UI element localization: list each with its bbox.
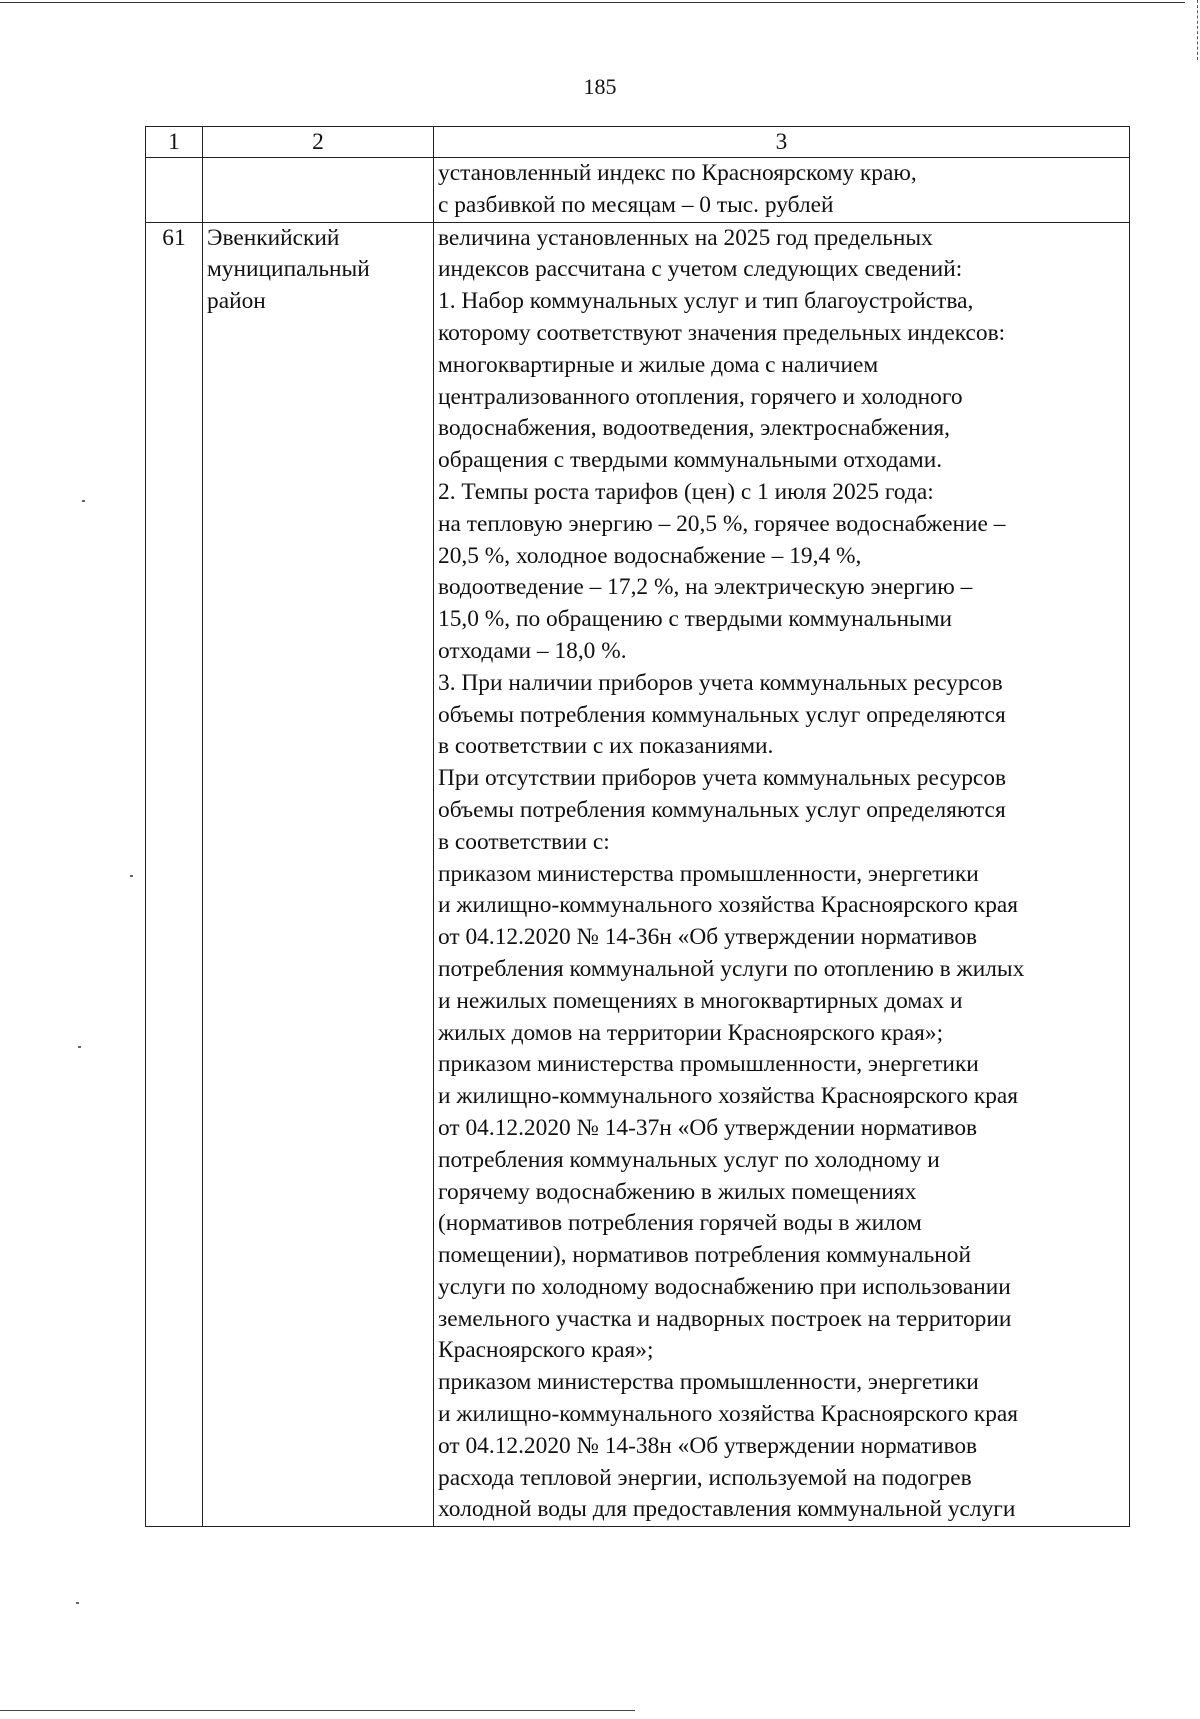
text-line: приказом министерства промышленности, энергетики <box>438 1051 979 1078</box>
text-line: потребления коммунальной услуги по отоплению в жилых <box>438 955 1025 982</box>
text-line: обращения с твердыми коммунальными отходами. <box>438 447 943 474</box>
scan-speck <box>130 875 133 877</box>
text-line: 2. Темпы роста тарифов (цен) с 1 июля 2025 года: <box>438 478 934 505</box>
text-line: водоотведение – 17,2 %, на электрическую энергию – <box>438 574 973 601</box>
text-line: жилых домов на территории Красноярского края»; <box>438 1019 944 1046</box>
row-number-cell: 61 <box>146 222 203 1527</box>
scan-speck <box>76 1602 79 1604</box>
header-cell-2: 2 <box>203 127 434 158</box>
text-line: многоквартирные и жилые дома с наличием <box>438 351 879 378</box>
text-line: 20,5 %, холодное водоснабжение – 19,4 %, <box>438 542 862 569</box>
text-line: горячему водоснабжению в жилых помещениях <box>438 1178 917 1205</box>
text-line: помещении), нормативов потребления коммунальной <box>438 1242 971 1269</box>
district-cell <box>203 222 434 1527</box>
district-line: Эвенкийский <box>207 224 340 251</box>
district-cell <box>203 158 434 223</box>
text-line: холодной воды для предоставления коммунальной услуги <box>438 1496 1016 1523</box>
text-line: на тепловую энергию – 20,5 %, горячее водоснабжение – <box>438 510 1006 537</box>
text-line: от 04.12.2020 № 14-36н «Об утверждении нормативов <box>438 924 978 951</box>
text-line: водоснабжения, водоотведения, электроснабжения, <box>438 415 950 442</box>
text-line: от 04.12.2020 № 14-38н «Об утверждении нормативов <box>438 1432 978 1459</box>
text-line: величина установленных на 2025 год предельных <box>438 224 933 251</box>
row-number-cell <box>146 158 203 223</box>
text-line: в соответствии с: <box>438 828 610 855</box>
table-row-continuation <box>146 158 1130 223</box>
scan-edge-bottom <box>0 1710 635 1711</box>
scan-speck <box>82 500 85 502</box>
text-line: с разбивкой по месяцам – 0 тыс. рублей <box>438 191 834 218</box>
district-line: муниципальный <box>207 256 370 283</box>
text-line: индексов рассчитана с учетом следующих сведений: <box>438 256 963 283</box>
page-number: 185 <box>583 74 617 99</box>
text-line: от 04.12.2020 № 14-37н «Об утверждении нормативов <box>438 1114 978 1141</box>
text-line: При отсутствии приборов учета коммунальных ресурсов <box>438 765 1007 792</box>
text-line: 1. Набор коммунальных услуг и тип благоустройства, <box>438 288 974 315</box>
scan-edge-top <box>0 2 1185 3</box>
scan-edge-right <box>1197 0 1199 60</box>
text-line: 3. При наличии приборов учета коммунальных ресурсов <box>438 669 1003 696</box>
text-line: Красноярского края»; <box>438 1337 654 1364</box>
text-line: установленный индекс по Красноярскому краю, <box>438 160 917 186</box>
text-line: и жилищно-коммунального хозяйства Красноярского края <box>438 1083 1019 1110</box>
text-line: которому соответствуют значения предельных индексов: <box>438 319 1006 346</box>
text-line: расхода тепловой энергии, используемой на подогрев <box>438 1464 972 1491</box>
text-line: потребления коммунальных услуг по холодному и <box>438 1146 940 1173</box>
text-line: услуги по холодному водоснабжению при использовании <box>438 1273 1011 1300</box>
description-cell <box>434 222 1130 1527</box>
text-line: и жилищно-коммунального хозяйства Красноярского края <box>438 1401 1019 1428</box>
description-cell <box>434 158 1130 223</box>
text-line: отходами – 18,0 %. <box>438 637 627 664</box>
text-line: 15,0 %, по обращению с твердыми коммунальными <box>438 606 953 633</box>
text-line: объемы потребления коммунальных услуг определяются <box>438 701 1006 728</box>
text-line: (нормативов потребления горячей воды в жилом <box>438 1210 922 1237</box>
header-cell-1: 1 <box>146 127 203 158</box>
text-line: и жилищно-коммунального хозяйства Красноярского края <box>438 892 1019 919</box>
header-cell-3: 3 <box>434 127 1130 158</box>
data-table <box>145 126 1130 1527</box>
text-line: в соответствии с их показаниями. <box>438 733 774 760</box>
table-row-61 <box>146 222 1130 1527</box>
text-line: централизованного отопления, горячего и холодного <box>438 383 963 410</box>
text-line: и нежилых помещениях в многоквартирных домах и <box>438 987 963 1014</box>
scan-speck <box>78 1046 81 1048</box>
text-line: объемы потребления коммунальных услуг определяются <box>438 796 1006 823</box>
district-line: район <box>207 288 266 315</box>
text-line: приказом министерства промышленности, энергетики <box>438 860 979 887</box>
text-line: приказом министерства промышленности, энергетики <box>438 1369 979 1396</box>
text-line: земельного участка и надворных построек на территории <box>438 1305 1012 1332</box>
table-header-row <box>146 127 1130 158</box>
